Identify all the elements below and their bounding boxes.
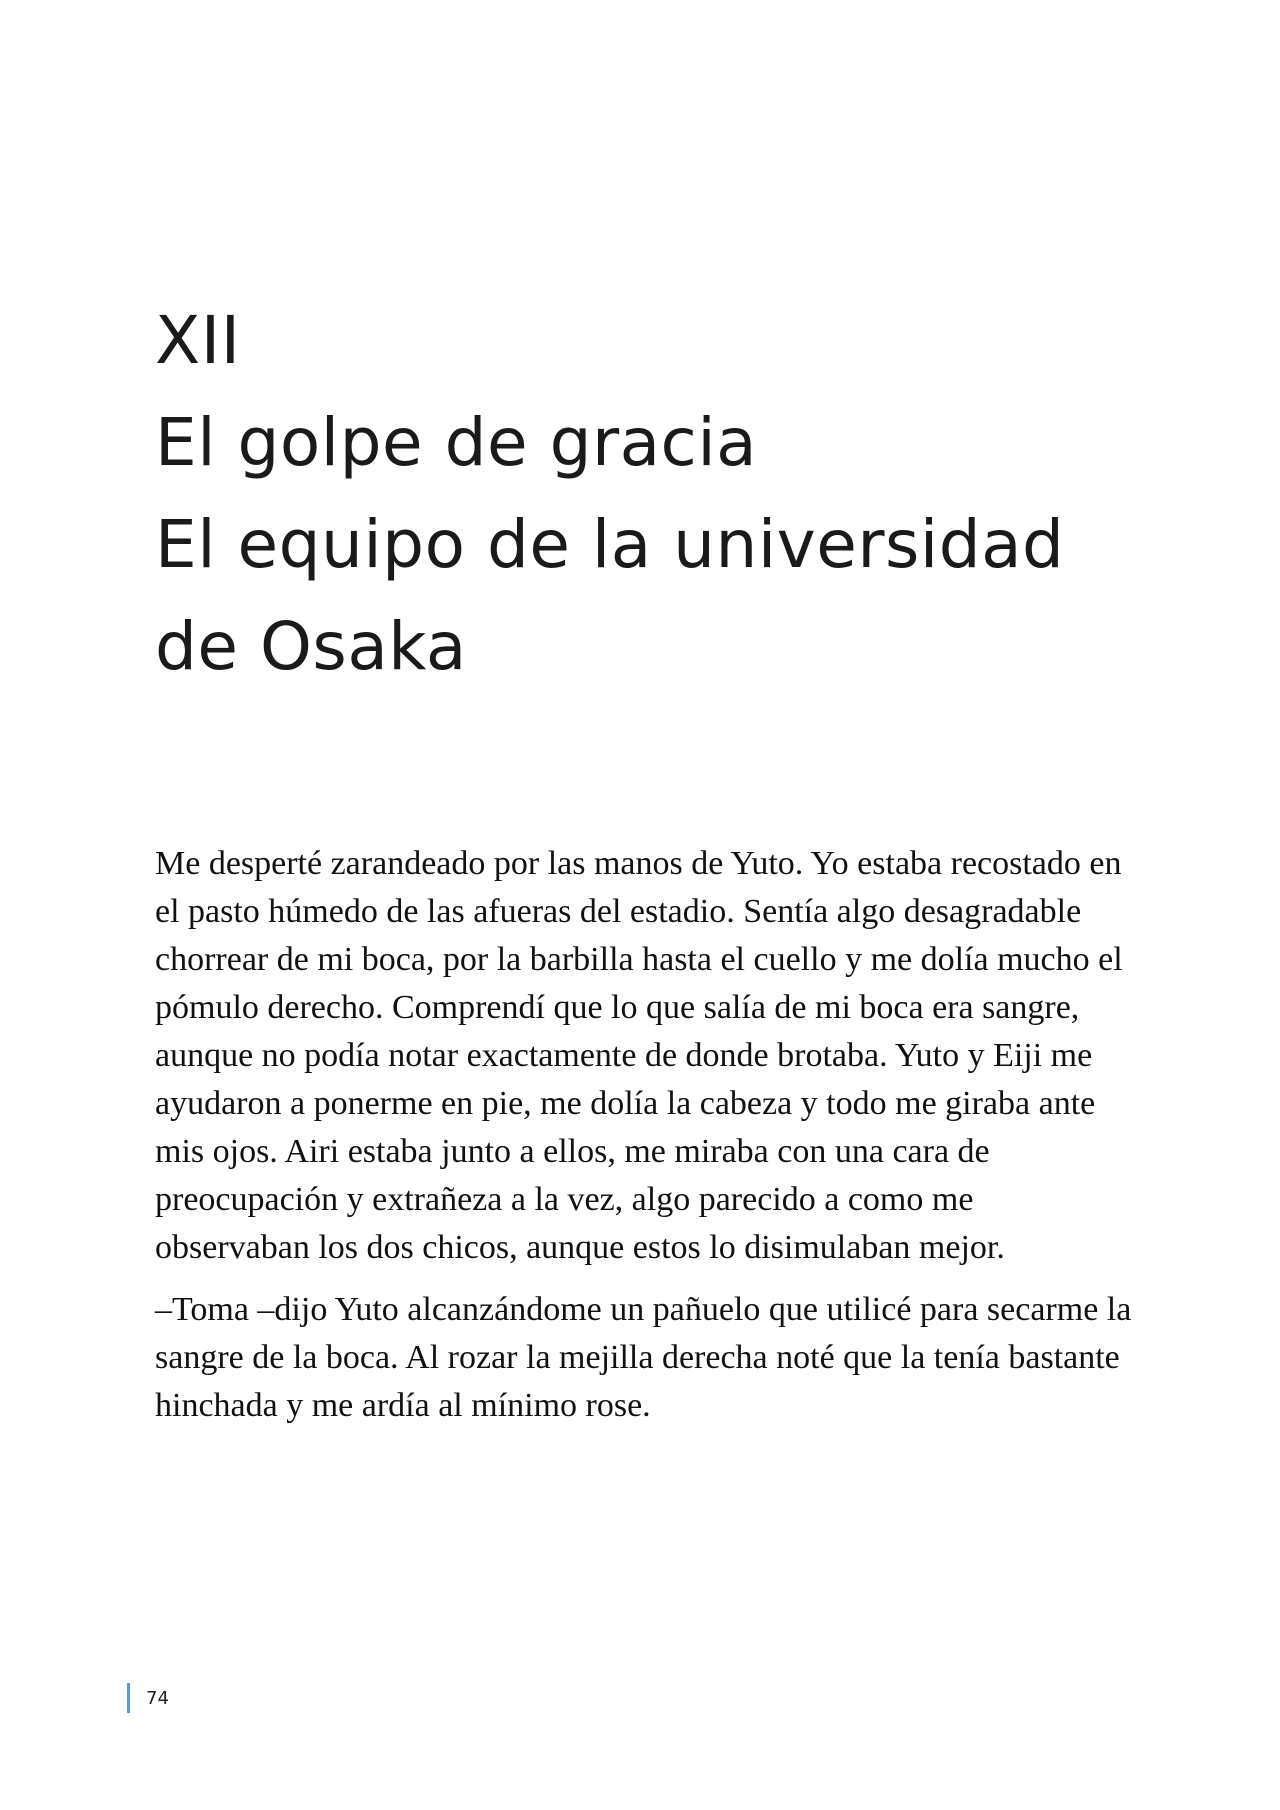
page-number: 74	[146, 1687, 169, 1709]
body-paragraph-1: Me desperté zarandeado por las manos de Yuto. Yo estaba recostado en el pasto húmedo de las afueras del estadio. Sentía algo desagradable chorrear de mi boca, por la barbilla hasta el cuello y me dolía mucho el pómulo derecho. Comprendí que lo que salía de mi boca era sangre, aunque no podía notar exactamente de donde brotaba. Yuto y Eiji me ayudaron a ponerme en pie, me dolía la cabeza y todo me giraba ante mis ojos. Airi estaba junto a ellos, me miraba con una cara de preocupación y extrañeza a la vez, algo parecido a como me observaban los dos chicos, aunque estos lo disimulaban mejor.	[155, 845, 1123, 1266]
body-paragraph-2: –Toma –dijo Yuto alcanzándome un pañuelo que utilicé para secarme la sangre de la boca. Al rozar la mejilla derecha noté que la tenía bastante hinchada y me ardía al mínimo rose.	[155, 1291, 1132, 1424]
chapter-title: El golpe de gracia	[155, 404, 758, 481]
chapter-heading	[155, 290, 1165, 698]
chapter-number: XII	[155, 302, 241, 379]
body-text	[155, 840, 1135, 1444]
footer-accent-rule	[127, 1683, 130, 1713]
chapter-subtitle-line-2: de Osaka	[155, 608, 467, 685]
chapter-subtitle-line-1: El equipo de la universidad	[155, 506, 1065, 583]
page-footer	[127, 1683, 169, 1713]
